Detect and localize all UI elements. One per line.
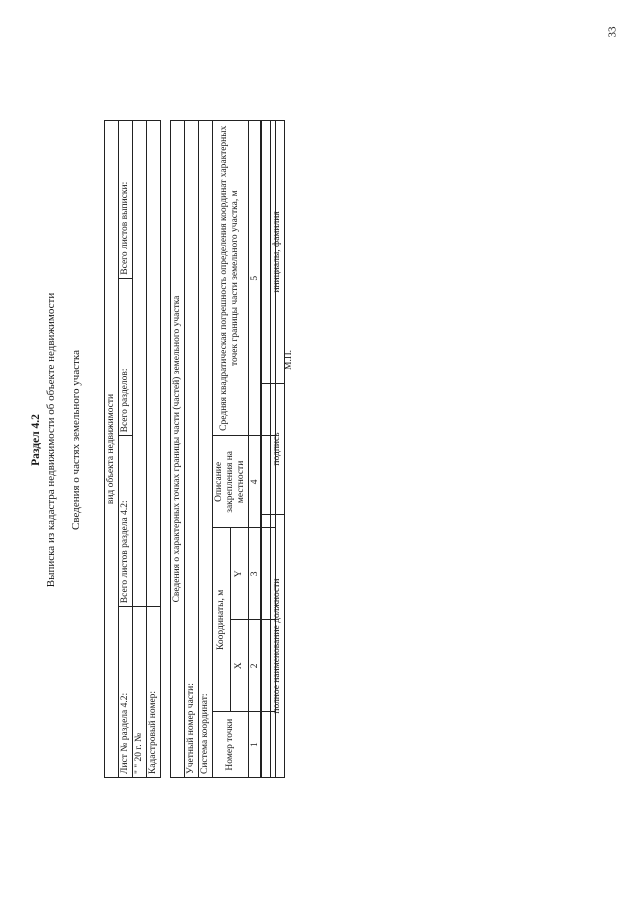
part-number-label: Учетный номер части:: [184, 121, 198, 778]
form-header: [30, 90, 83, 790]
object-type-label: вид объекта недвижимости: [105, 121, 119, 778]
total-sheets-section-label: Всего листов раздела 4.2:: [118, 436, 132, 607]
col-x: X: [230, 620, 248, 712]
date-field: [132, 121, 146, 607]
signature-line: [261, 383, 271, 514]
position-caption: полное наименование должности: [271, 515, 285, 778]
col-number-4: 4: [248, 436, 262, 528]
signature-line: [261, 121, 271, 384]
document-title: Выписка из кадастра недвижимости об объекте недвижимости: [45, 292, 58, 588]
col-description: Описание закрепления на местности: [212, 436, 248, 528]
col-point-number: Номер точки: [212, 712, 248, 778]
col-number-5: 5: [248, 121, 262, 436]
points-table-title: Сведения о характерных точках границы части (частей) земельного участка: [171, 121, 185, 778]
total-sections-label: Всего разделов:: [118, 278, 132, 436]
coord-system-label: Система координат:: [198, 121, 212, 778]
col-number-1: 1: [248, 712, 262, 778]
col-y: Y: [230, 528, 248, 620]
document-subtitle: Сведения о частях земельного участка: [69, 350, 82, 530]
cadastral-number-field: [146, 121, 160, 607]
name-caption: инициалы, фамилия: [271, 121, 285, 384]
stamp-label: М.П.: [284, 349, 294, 370]
signature-table: [260, 120, 285, 778]
rotated-form: [30, 90, 340, 790]
col-number-3: 3: [248, 528, 262, 620]
cadastral-number-label: Кадастровый номер:: [146, 607, 160, 778]
sign-caption: подпись: [271, 383, 285, 514]
general-info-table: [104, 120, 161, 778]
section-title: Раздел 4.2: [30, 414, 42, 466]
sheet-number-label: Лист № раздела 4.2:: [118, 607, 132, 778]
date-label: " " 20 г. №: [132, 607, 146, 778]
col-coordinates: Координаты, м: [212, 528, 230, 712]
col-accuracy: Средняя квадратическая погрешность определения координат характерных точек границы части земельного участка, м: [212, 121, 248, 436]
col-number-2: 2: [248, 620, 262, 712]
signature-line: [261, 515, 271, 778]
total-sheets-extract-label: Всего листов выписки:: [118, 121, 132, 279]
page-number: 33: [606, 26, 619, 38]
